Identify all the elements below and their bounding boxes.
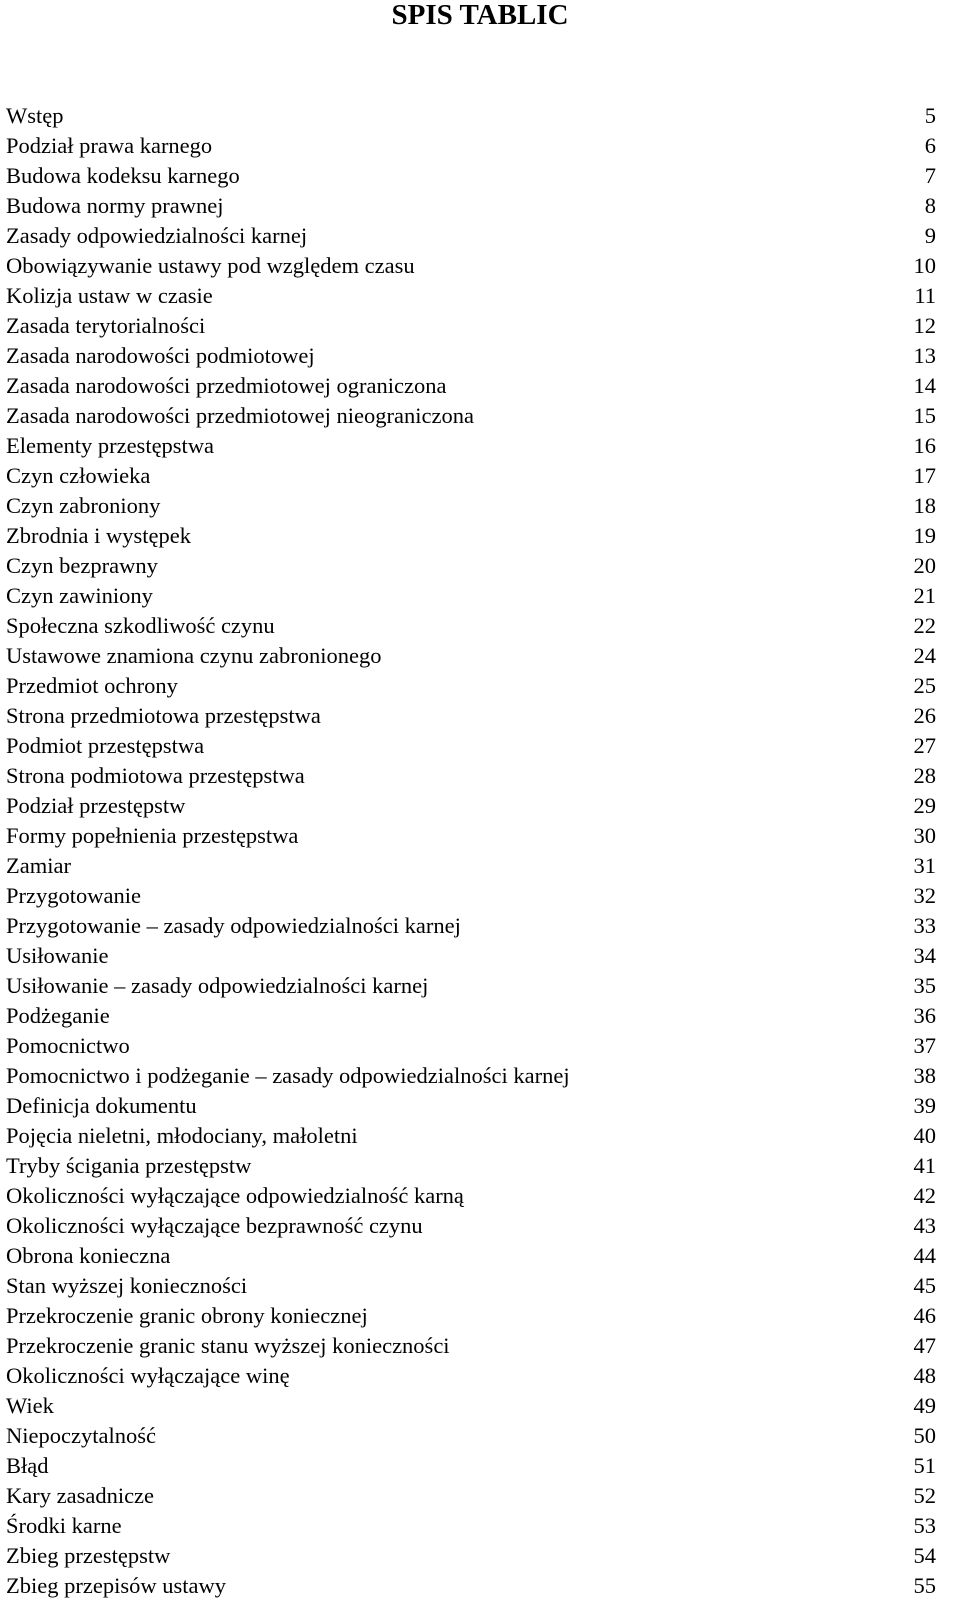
toc-entry <box>6 791 936 821</box>
entry-title: Społeczna szkodliwość czynu <box>6 613 275 638</box>
entry-page-number: 19 <box>913 523 936 548</box>
entry-title: Zasada narodowości podmiotowej <box>6 343 315 368</box>
entry-page-number: 45 <box>913 1273 936 1298</box>
entry-title: Kary zasadnicze <box>6 1483 155 1508</box>
entry-page-number: 55 <box>913 1573 936 1598</box>
entry-page-number: 9 <box>924 223 936 248</box>
entry-title: Zbrodnia i występek <box>6 523 191 548</box>
toc-entry <box>6 1301 936 1331</box>
toc-entry <box>6 701 936 731</box>
entry-page-number: 18 <box>913 493 936 518</box>
toc-entry <box>6 1061 936 1091</box>
toc-entry <box>6 311 936 341</box>
entry-page-number: 31 <box>913 853 936 878</box>
entry-page-number: 36 <box>913 1003 936 1028</box>
entry-page-number: 17 <box>913 463 936 488</box>
entry-page-number: 6 <box>924 133 936 158</box>
entry-page-number: 5 <box>924 103 936 128</box>
entry-page-number: 38 <box>913 1063 936 1088</box>
entry-title: Zbieg przepisów ustawy <box>6 1573 226 1598</box>
entry-title: Niepoczytalność <box>6 1423 156 1448</box>
entry-page-number: 42 <box>913 1183 936 1208</box>
entry-title: Pomocnictwo <box>6 1033 130 1058</box>
toc-entry <box>6 671 936 701</box>
entry-page-number: 16 <box>913 433 936 458</box>
entry-title: Przedmiot ochrony <box>6 673 178 698</box>
entry-page-number: 11 <box>914 283 936 308</box>
entry-page-number: 22 <box>913 613 936 638</box>
entry-title: Zamiar <box>6 853 71 878</box>
entry-page-number: 15 <box>913 403 936 428</box>
entry-page-number: 30 <box>913 823 936 848</box>
entry-page-number: 46 <box>913 1303 936 1328</box>
toc-entry <box>6 221 936 251</box>
toc-entry <box>6 281 936 311</box>
entry-title: Elementy przestępstwa <box>6 433 215 458</box>
toc-entry <box>6 161 936 191</box>
entry-page-number: 12 <box>913 313 936 338</box>
toc-entry <box>6 1031 936 1061</box>
entry-title: Ustawowe znamiona czynu zabronionego <box>6 643 382 668</box>
entry-page-number: 47 <box>913 1333 936 1358</box>
entry-page-number: 43 <box>913 1213 936 1238</box>
entry-title: Zasady odpowiedzialności karnej <box>6 223 308 248</box>
entry-title: Podżeganie <box>6 1003 110 1028</box>
entry-page-number: 14 <box>913 373 936 398</box>
entry-title: Stan wyższej konieczności <box>6 1273 248 1298</box>
toc-entry <box>6 1331 936 1361</box>
toc-entry <box>6 521 936 551</box>
entry-title: Zasada narodowości przedmiotowej ograniczona <box>6 373 447 398</box>
entry-title: Przygotowanie – zasady odpowiedzialności karnej <box>6 913 461 938</box>
toc-entry <box>6 1271 936 1301</box>
toc-entry <box>6 731 936 761</box>
toc-entry <box>6 1571 936 1601</box>
entry-title: Błąd <box>6 1453 49 1478</box>
entry-title: Okoliczności wyłączające odpowiedzialność karną <box>6 1183 464 1208</box>
entry-title: Zbieg przestępstw <box>6 1543 171 1568</box>
entry-title: Wiek <box>6 1393 54 1418</box>
entry-title: Obowiązywanie ustawy pod względem czasu <box>6 253 415 278</box>
entry-title: Usiłowanie <box>6 943 109 968</box>
toc-entry <box>6 911 936 941</box>
toc-entry <box>6 371 936 401</box>
entry-title: Podmiot przestępstwa <box>6 733 205 758</box>
entry-title: Okoliczności wyłączające winę <box>6 1363 290 1388</box>
toc-entry <box>6 761 936 791</box>
toc-entry <box>6 1421 936 1451</box>
toc-entry <box>6 851 936 881</box>
entry-title: Budowa kodeksu karnego <box>6 163 240 188</box>
page-title: SPIS TABLIC <box>391 0 569 31</box>
entry-title: Środki karne <box>6 1513 122 1538</box>
entry-title: Strona przedmiotowa przestępstwa <box>6 703 321 728</box>
entry-title: Obrona konieczna <box>6 1243 171 1268</box>
toc-entry <box>6 1121 936 1151</box>
entry-title: Kolizja ustaw w czasie <box>6 283 213 308</box>
toc-entry <box>6 1451 936 1481</box>
entry-page-number: 26 <box>913 703 936 728</box>
toc-entry <box>6 1181 936 1211</box>
toc-entry <box>6 611 936 641</box>
entry-title: Czyn człowieka <box>6 463 151 488</box>
entry-page-number: 34 <box>913 943 936 968</box>
entry-title: Zasada terytorialności <box>6 313 206 338</box>
toc-entry <box>6 641 936 671</box>
toc-entry <box>6 431 936 461</box>
toc-entry <box>6 1091 936 1121</box>
entry-page-number: 25 <box>913 673 936 698</box>
toc-entry <box>6 1361 936 1391</box>
entry-page-number: 21 <box>913 583 936 608</box>
toc-entry <box>6 251 936 281</box>
toc-entry <box>6 1541 936 1571</box>
entry-title: Pojęcia nieletni, młodociany, małoletni <box>6 1123 358 1148</box>
toc-entry <box>6 581 936 611</box>
entry-page-number: 50 <box>913 1423 936 1448</box>
entry-title: Wstęp <box>6 103 64 128</box>
entry-title: Strona podmiotowa przestępstwa <box>6 763 305 788</box>
entry-title: Okoliczności wyłączające bezprawność czynu <box>6 1213 423 1238</box>
toc-entry <box>6 821 936 851</box>
entry-title: Przekroczenie granic obrony koniecznej <box>6 1303 368 1328</box>
entry-page-number: 24 <box>913 643 936 668</box>
entry-page-number: 27 <box>913 733 936 758</box>
entry-title: Definicja dokumentu <box>6 1093 197 1118</box>
entry-title: Zasada narodowości przedmiotowej nieograniczona <box>6 403 474 428</box>
entry-title: Podział przestępstw <box>6 793 186 818</box>
entry-page-number: 33 <box>913 913 936 938</box>
entry-title: Pomocnictwo i podżeganie – zasady odpowiedzialności karnej <box>6 1063 570 1088</box>
entry-page-number: 37 <box>913 1033 936 1058</box>
entry-title: Formy popełnienia przestępstwa <box>6 823 299 848</box>
entry-title: Tryby ścigania przestępstw <box>6 1153 252 1178</box>
entry-page-number: 35 <box>913 973 936 998</box>
entry-page-number: 51 <box>913 1453 936 1478</box>
entry-page-number: 20 <box>913 553 936 578</box>
entry-page-number: 49 <box>913 1393 936 1418</box>
entry-page-number: 28 <box>913 763 936 788</box>
toc-entry <box>6 1211 936 1241</box>
toc-entry <box>6 1481 936 1511</box>
toc-entry <box>6 491 936 521</box>
toc-entry <box>6 1001 936 1031</box>
entry-page-number: 7 <box>924 163 936 188</box>
entry-page-number: 52 <box>913 1483 936 1508</box>
entry-page-number: 29 <box>913 793 936 818</box>
toc-entry <box>6 1391 936 1421</box>
toc-entry <box>6 941 936 971</box>
table-of-contents <box>6 101 936 1601</box>
entry-title: Przygotowanie <box>6 883 141 908</box>
toc-entry <box>6 401 936 431</box>
entry-page-number: 40 <box>913 1123 936 1148</box>
entry-page-number: 13 <box>913 343 936 368</box>
entry-title: Podział prawa karnego <box>6 133 213 158</box>
entry-title: Czyn zabroniony <box>6 493 161 518</box>
entry-page-number: 53 <box>913 1513 936 1538</box>
entry-title: Przekroczenie granic stanu wyższej konieczności <box>6 1333 450 1358</box>
entry-page-number: 10 <box>913 253 936 278</box>
entry-page-number: 8 <box>924 193 936 218</box>
entry-page-number: 44 <box>913 1243 936 1268</box>
toc-entry <box>6 341 936 371</box>
entry-title: Czyn bezprawny <box>6 553 158 578</box>
entry-title: Budowa normy prawnej <box>6 193 224 218</box>
entry-page-number: 32 <box>913 883 936 908</box>
toc-entry <box>6 1511 936 1541</box>
toc-entry <box>6 1151 936 1181</box>
toc-entry <box>6 1241 936 1271</box>
toc-entry <box>6 131 936 161</box>
toc-entry <box>6 101 936 131</box>
toc-entry <box>6 881 936 911</box>
entry-title: Czyn zawiniony <box>6 583 153 608</box>
entry-page-number: 48 <box>913 1363 936 1388</box>
toc-entry <box>6 461 936 491</box>
toc-entry <box>6 191 936 221</box>
entry-page-number: 39 <box>913 1093 936 1118</box>
entry-page-number: 41 <box>913 1153 936 1178</box>
entry-title: Usiłowanie – zasady odpowiedzialności karnej <box>6 973 429 998</box>
entry-page-number: 54 <box>913 1543 936 1568</box>
toc-entry <box>6 551 936 581</box>
toc-entry <box>6 971 936 1001</box>
